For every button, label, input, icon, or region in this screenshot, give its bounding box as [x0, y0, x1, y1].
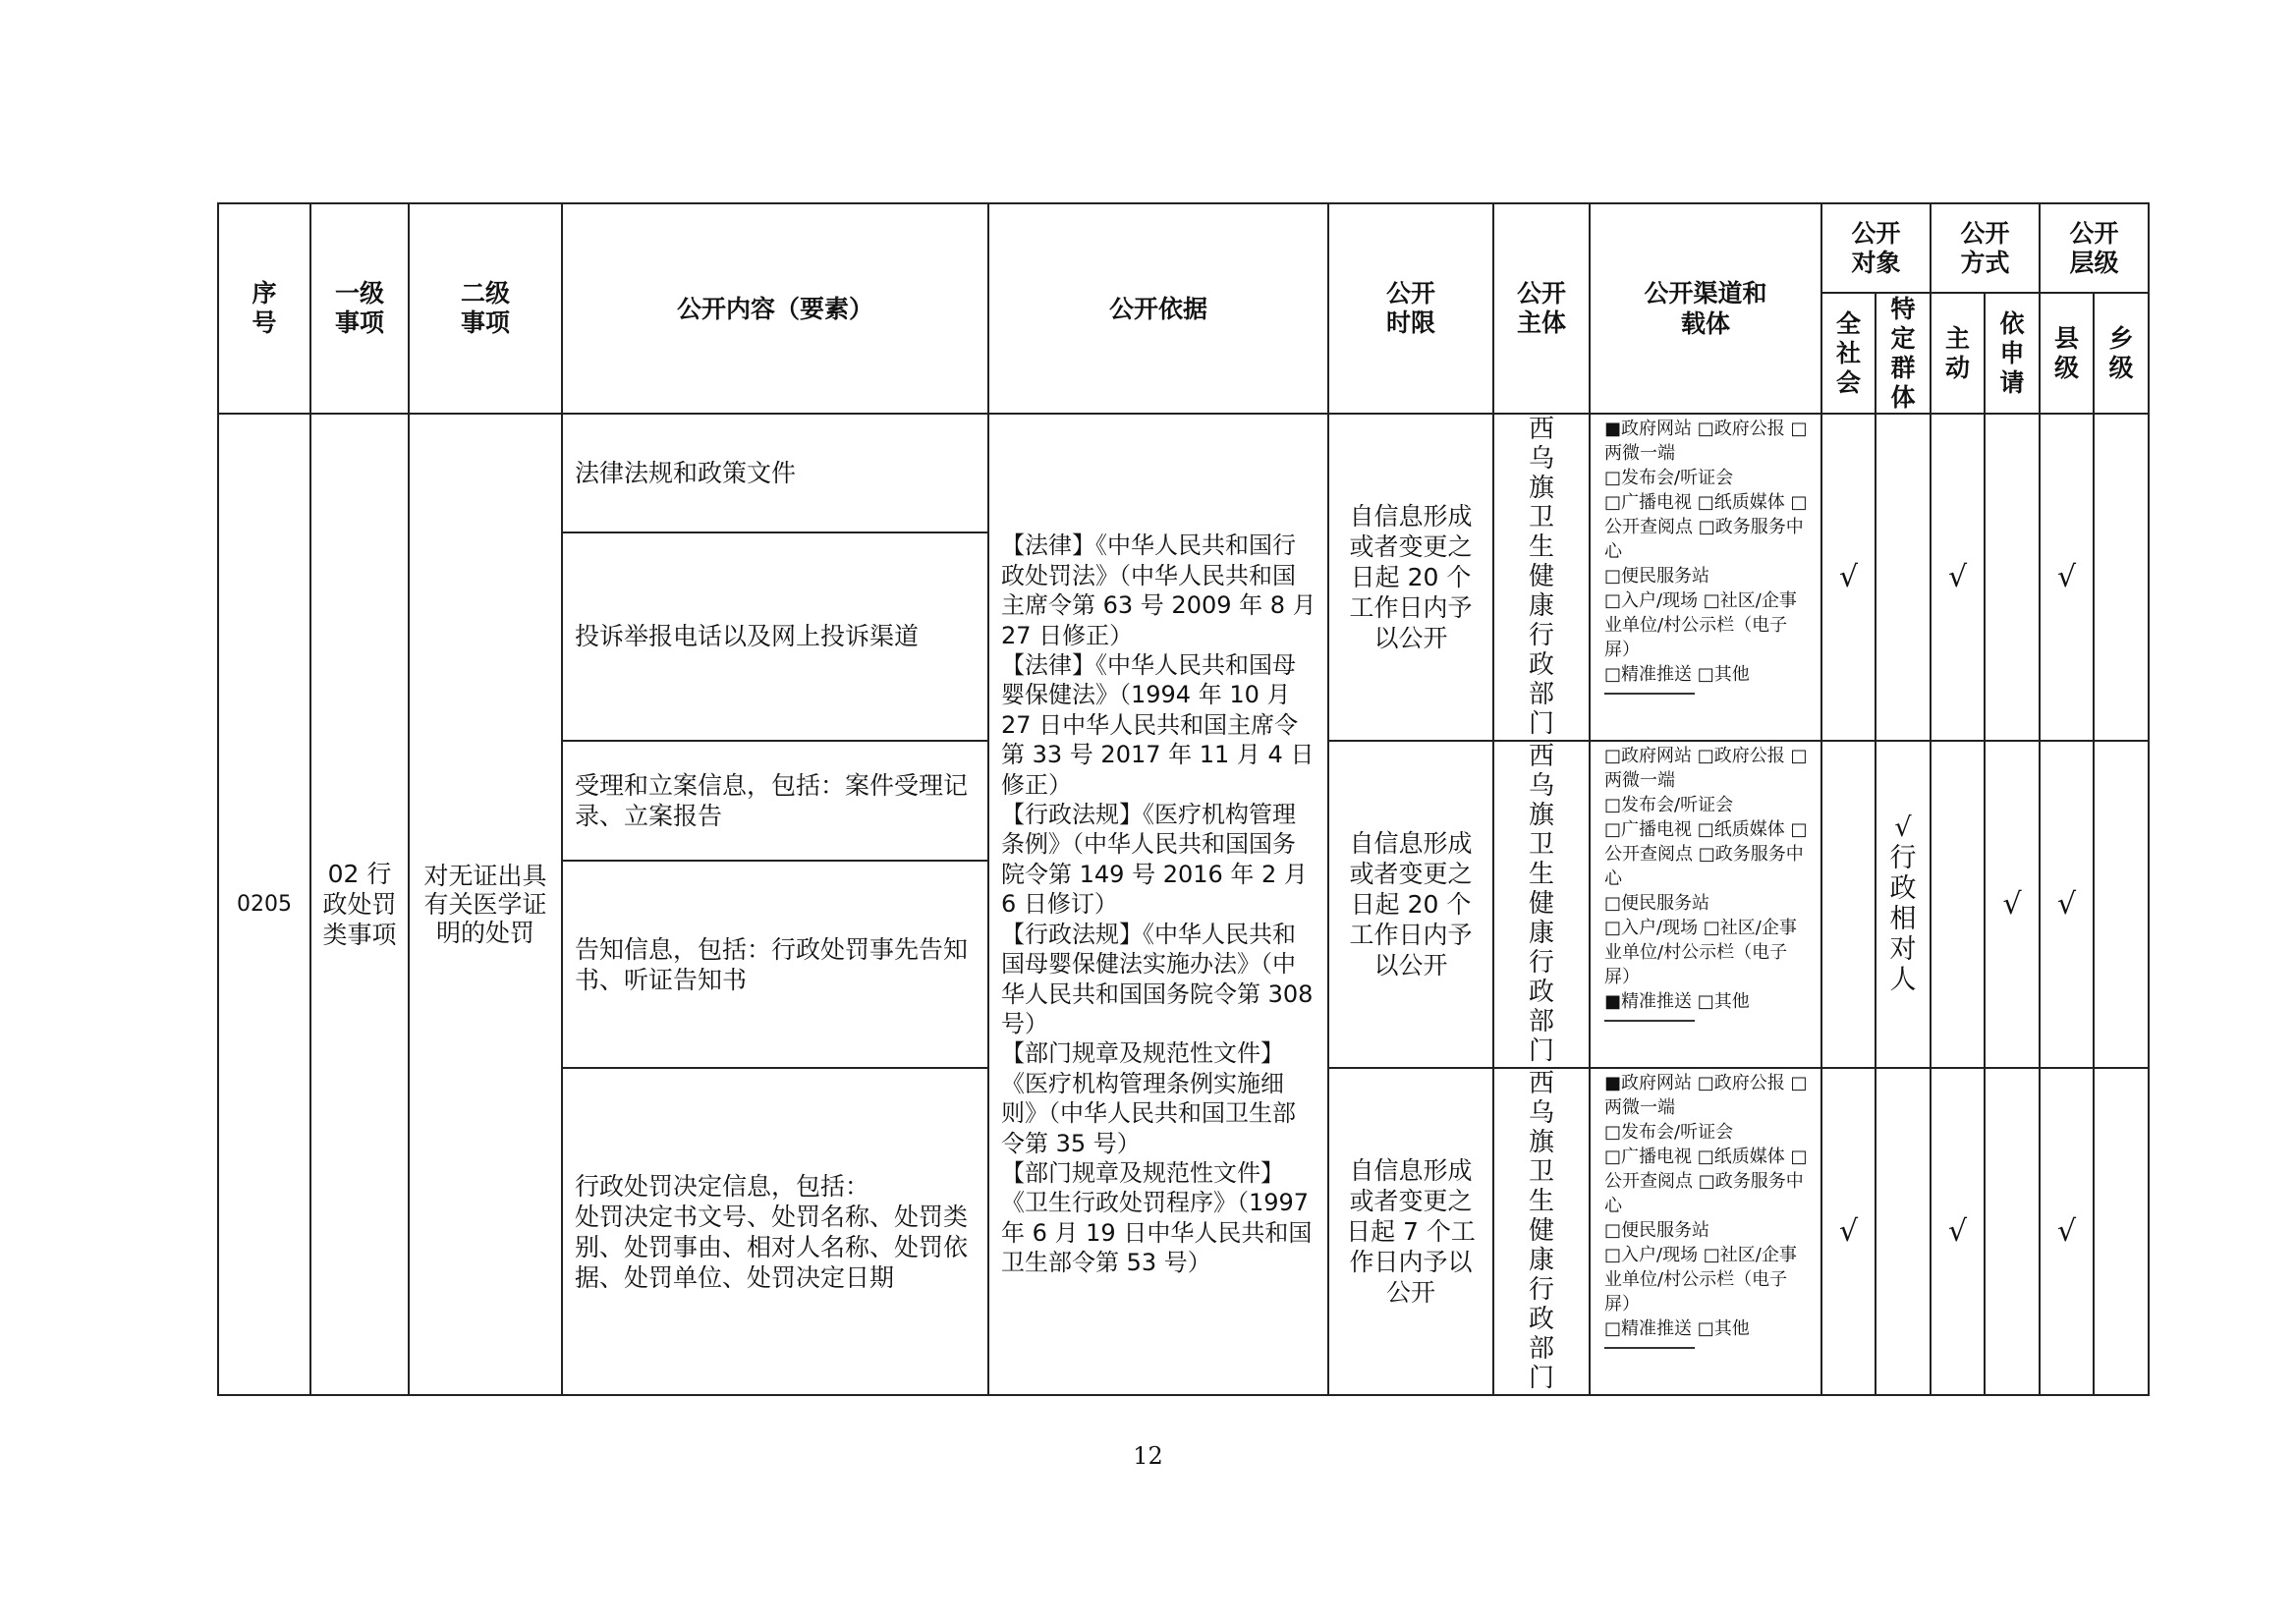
time-limit: 自信息形成或者变更之日起 20 个工作日内予以公开 [1328, 414, 1493, 741]
row-seq: 0205 [218, 414, 310, 1395]
channels: □政府网站 □政府公报 □两微一端 □发布会/听证会 □广播电视 □纸质媒体 □公开查阅点 □政务服务中心 □便民服务站 □入户/现场 □社区/企事业单位/村公示栏（电子屏） ■精准推送 □其他 [1590, 741, 1821, 1068]
content-item: 投诉举报电话以及网上投诉渠道 [562, 532, 988, 741]
content-item: 法律法规和政策文件 [562, 414, 988, 532]
check-method-active: √ [1931, 414, 1985, 741]
channels: ■政府网站 □政府公报 □两微一端 □发布会/听证会 □广播电视 □纸质媒体 □公开查阅点 □政务服务中心 □便民服务站 □入户/现场 □社区/企事业单位/村公示栏（电子屏） □精准推送 □其他 [1590, 414, 1821, 741]
channels: ■政府网站 □政府公报 □两微一端 □发布会/听证会 □广播电视 □纸质媒体 □公开查阅点 □政务服务中心 □便民服务站 □入户/现场 □社区/企事业单位/村公示栏（电子屏） □精准推送 □其他 [1590, 1068, 1821, 1395]
header-basis: 公开依据 [988, 203, 1328, 414]
header-subject: 公开主体 [1493, 203, 1590, 414]
time-limit: 自信息形成或者变更之日起 7 个工作日内予以公开 [1328, 1068, 1493, 1395]
check-level-township [2094, 741, 2149, 1068]
check-level-county: √ [2040, 741, 2094, 1068]
header-content: 公开内容（要素） [562, 203, 988, 414]
check-level-county: √ [2040, 414, 2094, 741]
check-level-township [2094, 1068, 2149, 1395]
header-target-specific: 特定群体 [1876, 293, 1931, 414]
row-level2: 对无证出具有关医学证明的处罚 [409, 414, 562, 1395]
subject: 西乌旗卫生健康行政部门 [1493, 414, 1590, 741]
header-method-request: 依申请 [1985, 293, 2040, 414]
check-level-township [2094, 414, 2149, 741]
header-time-limit: 公开时限 [1328, 203, 1493, 414]
time-limit: 自信息形成或者变更之日起 20 个工作日内予以公开 [1328, 741, 1493, 1068]
check-target-specific [1876, 1068, 1931, 1395]
check-target-specific: √行政相对人 [1876, 741, 1931, 1068]
row-level1: 02 行政处罚类事项 [310, 414, 409, 1395]
check-target-all: √ [1821, 414, 1876, 741]
header-method-active: 主动 [1931, 293, 1985, 414]
header-target-group: 公开对象 [1821, 203, 1931, 293]
header-level-group: 公开层级 [2040, 203, 2149, 293]
disclosure-table [217, 202, 2150, 1396]
check-method-request [1985, 414, 2040, 741]
header-method-group: 公开方式 [1931, 203, 2040, 293]
header-level-county: 县级 [2040, 293, 2094, 414]
check-method-active [1931, 741, 1985, 1068]
subject: 西乌旗卫生健康行政部门 [1493, 741, 1590, 1068]
check-target-all: √ [1821, 1068, 1876, 1395]
check-target-all [1821, 741, 1876, 1068]
header-target-all: 全社会 [1821, 293, 1876, 414]
header-channels: 公开渠道和载体 [1590, 203, 1821, 414]
subject: 西乌旗卫生健康行政部门 [1493, 1068, 1590, 1395]
check-method-active: √ [1931, 1068, 1985, 1395]
header-level2: 二级事项 [409, 203, 562, 414]
content-item: 告知信息，包括：行政处罚事先告知书、听证告知书 [562, 861, 988, 1068]
content-item: 行政处罚决定信息，包括： 处罚决定书文号、处罚名称、处罚类别、处罚事由、相对人名称、处罚依据、处罚单位、处罚决定日期 [562, 1068, 988, 1395]
header-level1: 一级事项 [310, 203, 409, 414]
header-seq: 序号 [218, 203, 310, 414]
row-basis: 【法律】《中华人民共和国行政处罚法》（中华人民共和国主席令第 63 号 2009 年 8 月 27 日修正） 【法律】《中华人民共和国母婴保健法》（1994 年 10 月 27 日中华人民共和国主席令第 33 号 2017 年 11 月 4 日修正） 【行政法规】《医疗机构管理条例》（中华人民共和国国务院令第 149 号 2016 年 2 月 6 日修订） 【行政法规】《中华人民共和国母婴保健法实施办法》（中华人民共和国国务院令第 308 号） 【部门规章及规范性文件】《医疗机构管理条例实施细则》（中华人民共和国卫生部令第 35 号） 【部门规章及规范性文件】《卫生行政处罚程序》（1997 年 6 月 19 日中华人民共和国卫生部令第 53 号） [988, 414, 1328, 1395]
header-level-township: 乡级 [2094, 293, 2149, 414]
page-number: 12 [1133, 1442, 1163, 1470]
check-level-county: √ [2040, 1068, 2094, 1395]
check-method-request [1985, 1068, 2040, 1395]
content-item: 受理和立案信息，包括：案件受理记录、立案报告 [562, 741, 988, 861]
check-method-request: √ [1985, 741, 2040, 1068]
check-target-specific [1876, 414, 1931, 741]
